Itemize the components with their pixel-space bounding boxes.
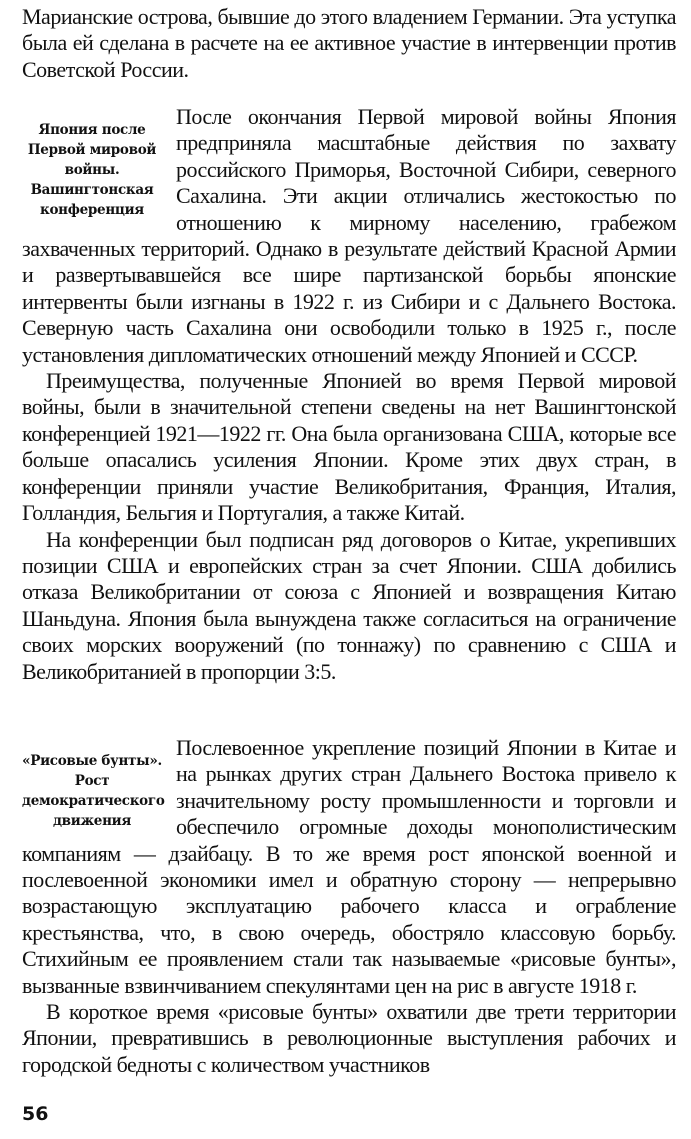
section-japan-after-ww1 [22,104,676,685]
paragraph: Преимущества, полученные Японией во время Первой мировой войны, были в значительной степени сведены на нет Вашингтонской конференцией 1921—1922 гг. Она была организована США, которые все больше опасались усиления Японии. Кроме этих двух стран, в конференции приняли участие Великобритания, Франция, Италия, Голландия, Бельгия и Португалия, а также Китай. [22,368,676,526]
paragraph: На конференции был подписан ряд договоров о Китае, укрепивших позиции США и европейских стран за счет Японии. США добились отказа Великобритании от союза с Японией и возвращения Китаю Шаньдуна. Япония была вынуждена также согласиться на ограничение своих морских вооружений (по тоннажу) по сравнению с США и Великобританией в пропорции 3:5. [22,526,676,684]
margin-heading: «Рисовые бунты». Рост демократического движения [22,753,165,829]
page-number: 56 [22,1103,49,1125]
paragraph: В короткое время «рисовые бунты» охватили две трети территории Японии, превратившись в революционные выступления рабочих и городской бедноты с количеством участников [22,999,676,1077]
paragraph: Послевоенное укрепление позиций Японии в Китае и на рынках других стран Дальнего Востока привело к значительному росту промышленности и торговли и обеспечило огромные доходы монополистическим компаниям — дзайбацу. В то же время рост японской военной и послевоенной экономики имел и обратную сторону — непрерывно возрастающую эксплуатацию рабочего класса и ограбление крестьянства, что, в свою очередь, обостряло классовую борьбу. Стихийным ее проявлением стали так называемые «рисовые бунты», вызванные взвинчиванием спекулянтами цен на рис в августе 1918 г. [22,735,676,998]
intro-paragraph: Марианские острова, бывшие до этого владением Германии. Эта уступка была ей сделана в расчете на ее активное участие в интервенции против Советской России. [22,4,676,82]
intro-text [22,4,676,83]
paragraph: После окончания Первой мировой войны Япония предприняла масштабные действия по захвату российского Приморья, Восточной Сибири, северного Сахалина. Эти акции отличались жестокостью по отношению к мирному населению, грабежом захваченных территорий. Однако в результате действий Красной Армии и развертывавшейся все шире партизанской борьбы японские интервенты были изгнаны в 1922 г. из Сибири и с Дальнего Востока. Северную часть Сахалина они освободили только в 1925 г., после установления дипломатических отношений между Японией и СССР. [22,104,676,367]
section-rice-riots [22,735,676,1078]
margin-heading: Япония после Первой мировой войны. Вашингтонская конференция [27,122,157,218]
